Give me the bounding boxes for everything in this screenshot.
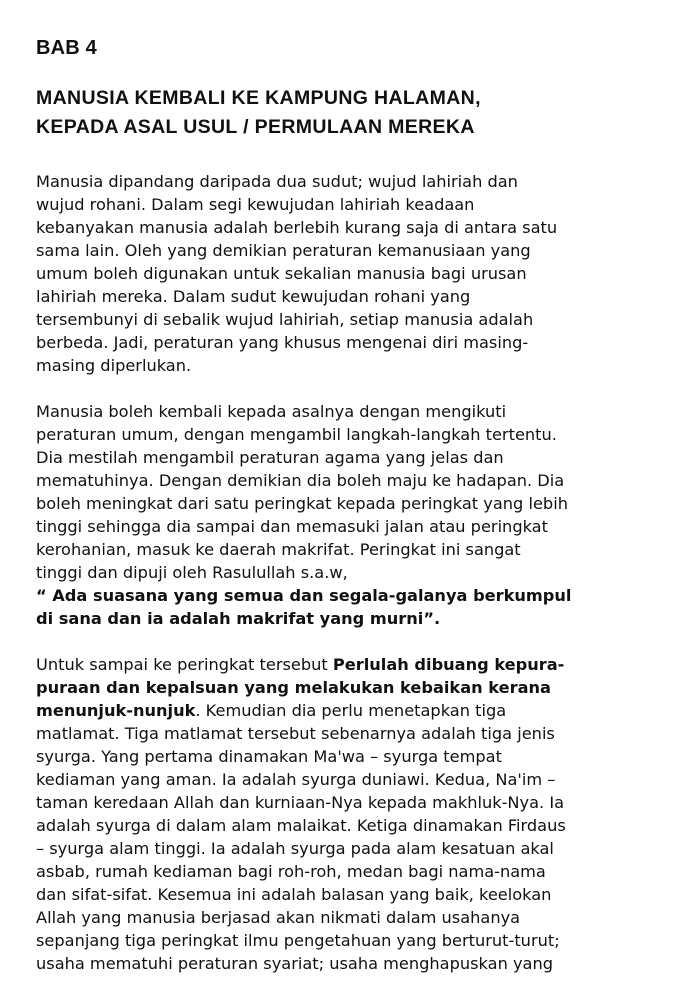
emphasis-text: puraan dan kepalsuan yang melakukan kebaikan kerana — [36, 678, 551, 697]
text-normal: Untuk sampai ke peringkat tersebut — [36, 655, 333, 674]
text-line — [36, 653, 666, 676]
text-line: boleh meningkat dari satu peringkat kepada peringkat yang lebih — [36, 494, 568, 513]
text-line: kediaman yang aman. Ia adalah syurga duniawi. Kedua, Na'im – — [36, 770, 556, 789]
text-line: Dia mestilah mengambil peraturan agama yang jelas dan — [36, 448, 504, 467]
text-normal: . Kemudian dia perlu menetapkan tiga — [195, 701, 507, 720]
text-line: Allah yang manusia berjasad akan nikmati dalam usahanya — [36, 908, 521, 927]
text-line: – syurga alam tinggi. Ia adalah syurga pada alam kesatuan akal — [36, 839, 554, 858]
text-line: adalah syurga di dalam alam malaikat. Ketiga dinamakan Firdaus — [36, 816, 566, 835]
text-line: wujud rohani. Dalam segi kewujudan lahiriah keadaan — [36, 195, 475, 214]
document-page — [36, 34, 666, 998]
chapter-title-line-1: MANUSIA KEMBALI KE KAMPUNG HALAMAN, — [36, 87, 481, 109]
text-line: Manusia boleh kembali kepada asalnya dengan mengikuti — [36, 402, 507, 421]
text-line: masing diperlukan. — [36, 356, 192, 375]
chapter-label: BAB 4 — [36, 37, 98, 59]
text-line: taman keredaan Allah dan kurniaan-Nya kepada makhluk-Nya. Ia — [36, 793, 565, 812]
text-line: kebanyakan manusia adalah berlebih kurang saja di antara satu — [36, 218, 558, 237]
text-line: tersembunyi di sebalik wujud lahiriah, setiap manusia adalah — [36, 310, 534, 329]
text-line: asbab, rumah kediaman bagi roh-roh, medan bagi nama-nama — [36, 862, 546, 881]
text-line: sama lain. Oleh yang demikian peraturan kemanusiaan yang — [36, 241, 531, 260]
text-line: tinggi dan dipuji oleh Rasulullah s.a.w, — [36, 563, 348, 582]
text-line: umum boleh digunakan untuk sekalian manusia bagi urusan — [36, 264, 527, 283]
quote-text: di sana dan ia adalah makrifat yang murni”. — [36, 609, 441, 628]
chapter-title — [36, 84, 666, 142]
text-line: tinggi sehingga dia sampai dan memasuki jalan atau peringkat — [36, 517, 548, 536]
quote-line — [36, 584, 666, 607]
text-line: peraturan umum, dengan mengambil langkah-langkah tertentu. — [36, 425, 557, 444]
text-line: syurga. Yang pertama dinamakan Ma'wa – syurga tempat — [36, 747, 502, 766]
text-line: berbeda. Jadi, peraturan yang khusus mengenai diri masing- — [36, 333, 529, 352]
text-line: matlamat. Tiga matlamat tersebut sebenarnya adalah tiga jenis — [36, 724, 555, 743]
text-line: mematuhinya. Dengan demikian dia boleh maju ke hadapan. Dia — [36, 471, 565, 490]
paragraph-1 — [36, 170, 666, 377]
paragraph-3 — [36, 653, 666, 975]
text-line: usaha mematuhi peraturan syariat; usaha menghapuskan yang — [36, 954, 554, 973]
text-line: sepanjang tiga peringkat ilmu pengetahuan yang berturut-turut; — [36, 931, 560, 950]
paragraph-2 — [36, 400, 666, 630]
text-line — [36, 699, 666, 722]
quote-line — [36, 607, 666, 630]
emphasis-text: menunjuk-nunjuk — [36, 701, 196, 720]
chapter-title-line-2: KEPADA ASAL USUL / PERMULAAN MEREKA — [36, 116, 475, 138]
text-line: kerohanian, masuk ke daerah makrifat. Peringkat ini sangat — [36, 540, 521, 559]
text-line: dan sifat-sifat. Kesemua ini adalah balasan yang baik, keelokan — [36, 885, 552, 904]
text-line: lahiriah mereka. Dalam sudut kewujudan rohani yang — [36, 287, 471, 306]
emphasis-text: Perlulah dibuang kepura- — [332, 655, 565, 674]
text-line: Manusia dipandang daripada dua sudut; wujud lahiriah dan — [36, 172, 518, 191]
quote-text: “ Ada suasana yang semua dan segala-galanya berkumpul — [36, 586, 572, 605]
text-line — [36, 676, 666, 699]
